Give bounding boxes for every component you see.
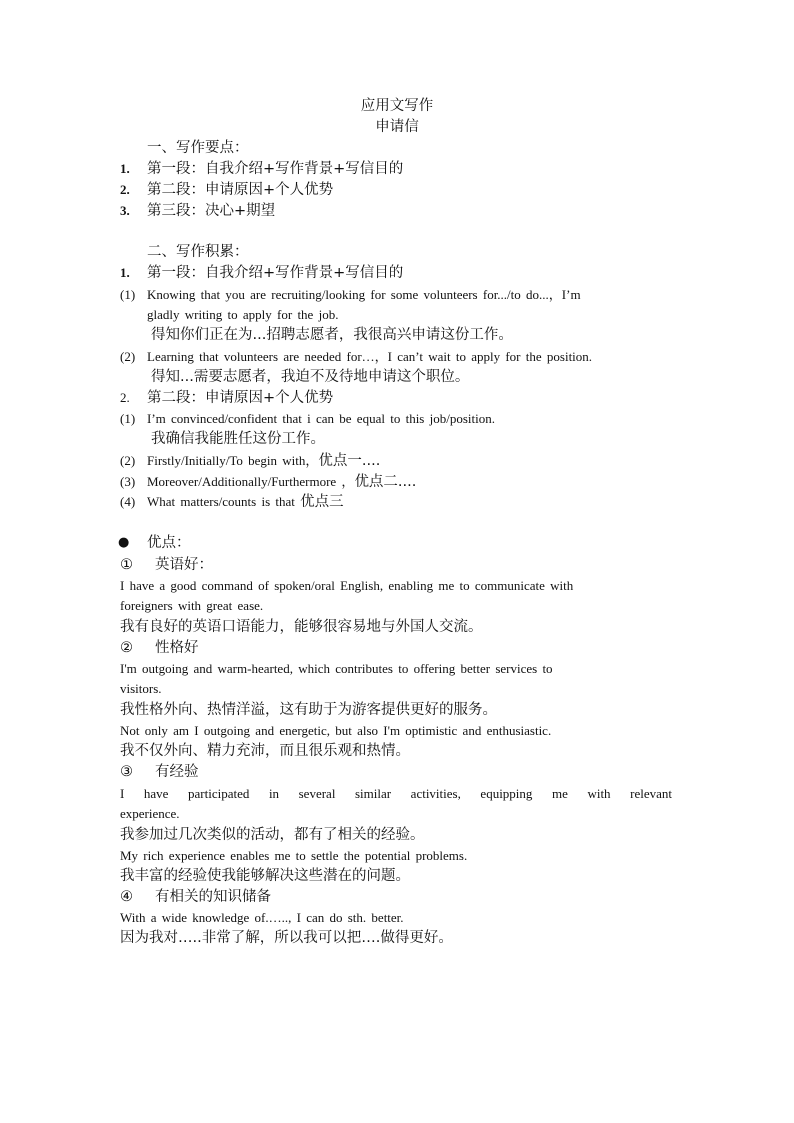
word: with [587, 786, 611, 801]
list-number: 2. [120, 182, 130, 197]
chinese-translation: 得知你们正在为...招聘志愿者，我很高兴申请这份工作。 [151, 327, 513, 343]
english-sentence-cont: gladly writing to apply for the job. [147, 307, 339, 322]
english-phrase: Firstly/Initially/To begin with， [147, 453, 319, 468]
english-sentence-cont: visitors. [120, 681, 162, 696]
chinese-translation: 我参加过几次类似的活动，都有了相关的经验。 [120, 827, 425, 843]
group-title: 有相关的知识储备 [155, 889, 271, 905]
circled-number-1: ① [120, 557, 133, 573]
english-sentence: Knowing that you are recruiting/looking for some volunteers for.../to do...，I’m [147, 287, 581, 302]
group-title: 有经验 [155, 764, 199, 780]
list-number: 2. [120, 390, 130, 405]
english-sentence [147, 472, 416, 492]
list-item: 第二段：申请原因+个人优势 [147, 182, 334, 198]
english-sentence [147, 492, 344, 512]
circled-number-2: ② [120, 640, 133, 656]
chinese-translation: 我丰富的经验使我能够解决这些潜在的问题。 [120, 868, 410, 884]
chinese-translation: 我有良好的英语口语能力，能够很容易地与外国人交流。 [120, 619, 483, 635]
word: have [143, 786, 169, 801]
english-sentence: I have a good command of spoken/oral English, enabling me to communicate with [120, 578, 574, 593]
word: participated [188, 786, 250, 801]
chinese-translation: 我性格外向、热情洋溢，这有助于为游客提供更好的服务。 [120, 702, 497, 718]
english-sentence: My rich experience enables me to settle the potential problems. [120, 848, 468, 863]
sub-number: (2) [120, 453, 136, 468]
chinese-inline: 优点三 [300, 494, 344, 510]
word: equipping [480, 786, 533, 801]
english-sentence: I'm outgoing and warm-hearted, which contributes to offering better services to [120, 661, 553, 676]
paragraph2-title: 第二段：申请原因+个人优势 [147, 390, 334, 406]
english-sentence-cont: foreigners with great ease. [120, 598, 264, 613]
list-number: 3. [120, 203, 130, 218]
list-number: 1. [120, 265, 130, 280]
english-sentence: With a wide knowledge of.….., I can do sth. better. [120, 910, 404, 925]
word: in [268, 786, 280, 801]
doc-title: 应用文写作 [360, 98, 434, 114]
section2-heading: 二、写作积累： [147, 244, 249, 260]
word: activities, [410, 786, 461, 801]
bullet-icon: ● [118, 535, 130, 550]
english-phrase: What matters/counts is that [147, 494, 301, 509]
english-sentence: Learning that volunteers are needed for…，I can’t wait to apply for the position. [147, 349, 593, 364]
chinese-translation: 我不仅外向、精力充沛，而且很乐观和热情。 [120, 743, 410, 759]
doc-subtitle: 申请信 [375, 119, 419, 135]
word: me [551, 786, 568, 801]
group-title: 英语好： [155, 557, 213, 573]
sub-number: (1) [120, 287, 136, 302]
circled-number-4: ④ [120, 889, 133, 905]
chinese-inline: 优点二.... [354, 474, 417, 490]
word: I [120, 786, 125, 801]
list-number: 1. [120, 161, 130, 176]
list-item: 第三段：决心+期望 [147, 203, 276, 219]
word: similar [355, 786, 392, 801]
english-sentence: I’m convinced/confident that i can be equal to this job/position. [147, 411, 495, 426]
sub-number: (1) [120, 411, 136, 426]
chinese-translation: 得知...需要志愿者，我迫不及待地申请这个职位。 [151, 369, 470, 385]
list-item: 第一段：自我介绍+写作背景+写信目的 [147, 161, 404, 177]
word: several [298, 786, 336, 801]
english-phrase: Moreover/Additionally/Furthermore ， [147, 474, 355, 489]
group-title: 性格好 [155, 640, 199, 656]
sub-number: (4) [120, 494, 136, 509]
chinese-translation: 因为我对…..非常了解，所以我可以把….做得更好。 [120, 930, 453, 946]
english-sentence-cont: experience. [120, 806, 180, 821]
sub-number: (2) [120, 349, 136, 364]
section1-heading: 一、写作要点： [147, 140, 249, 156]
word: relevant [630, 786, 672, 801]
chinese-translation: 我确信我能胜任这份工作。 [151, 431, 325, 447]
sub-number: (3) [120, 474, 136, 489]
english-sentence [147, 451, 380, 471]
chinese-inline: 优点一.... [318, 453, 381, 469]
circled-number-3: ③ [120, 764, 133, 780]
english-sentence-justified [120, 784, 672, 804]
english-sentence: Not only am I outgoing and energetic, but also I'm optimistic and enthusiastic. [120, 723, 552, 738]
advantages-label: 优点： [147, 535, 191, 551]
paragraph1-title: 第一段：自我介绍+写作背景+写信目的 [147, 265, 404, 281]
